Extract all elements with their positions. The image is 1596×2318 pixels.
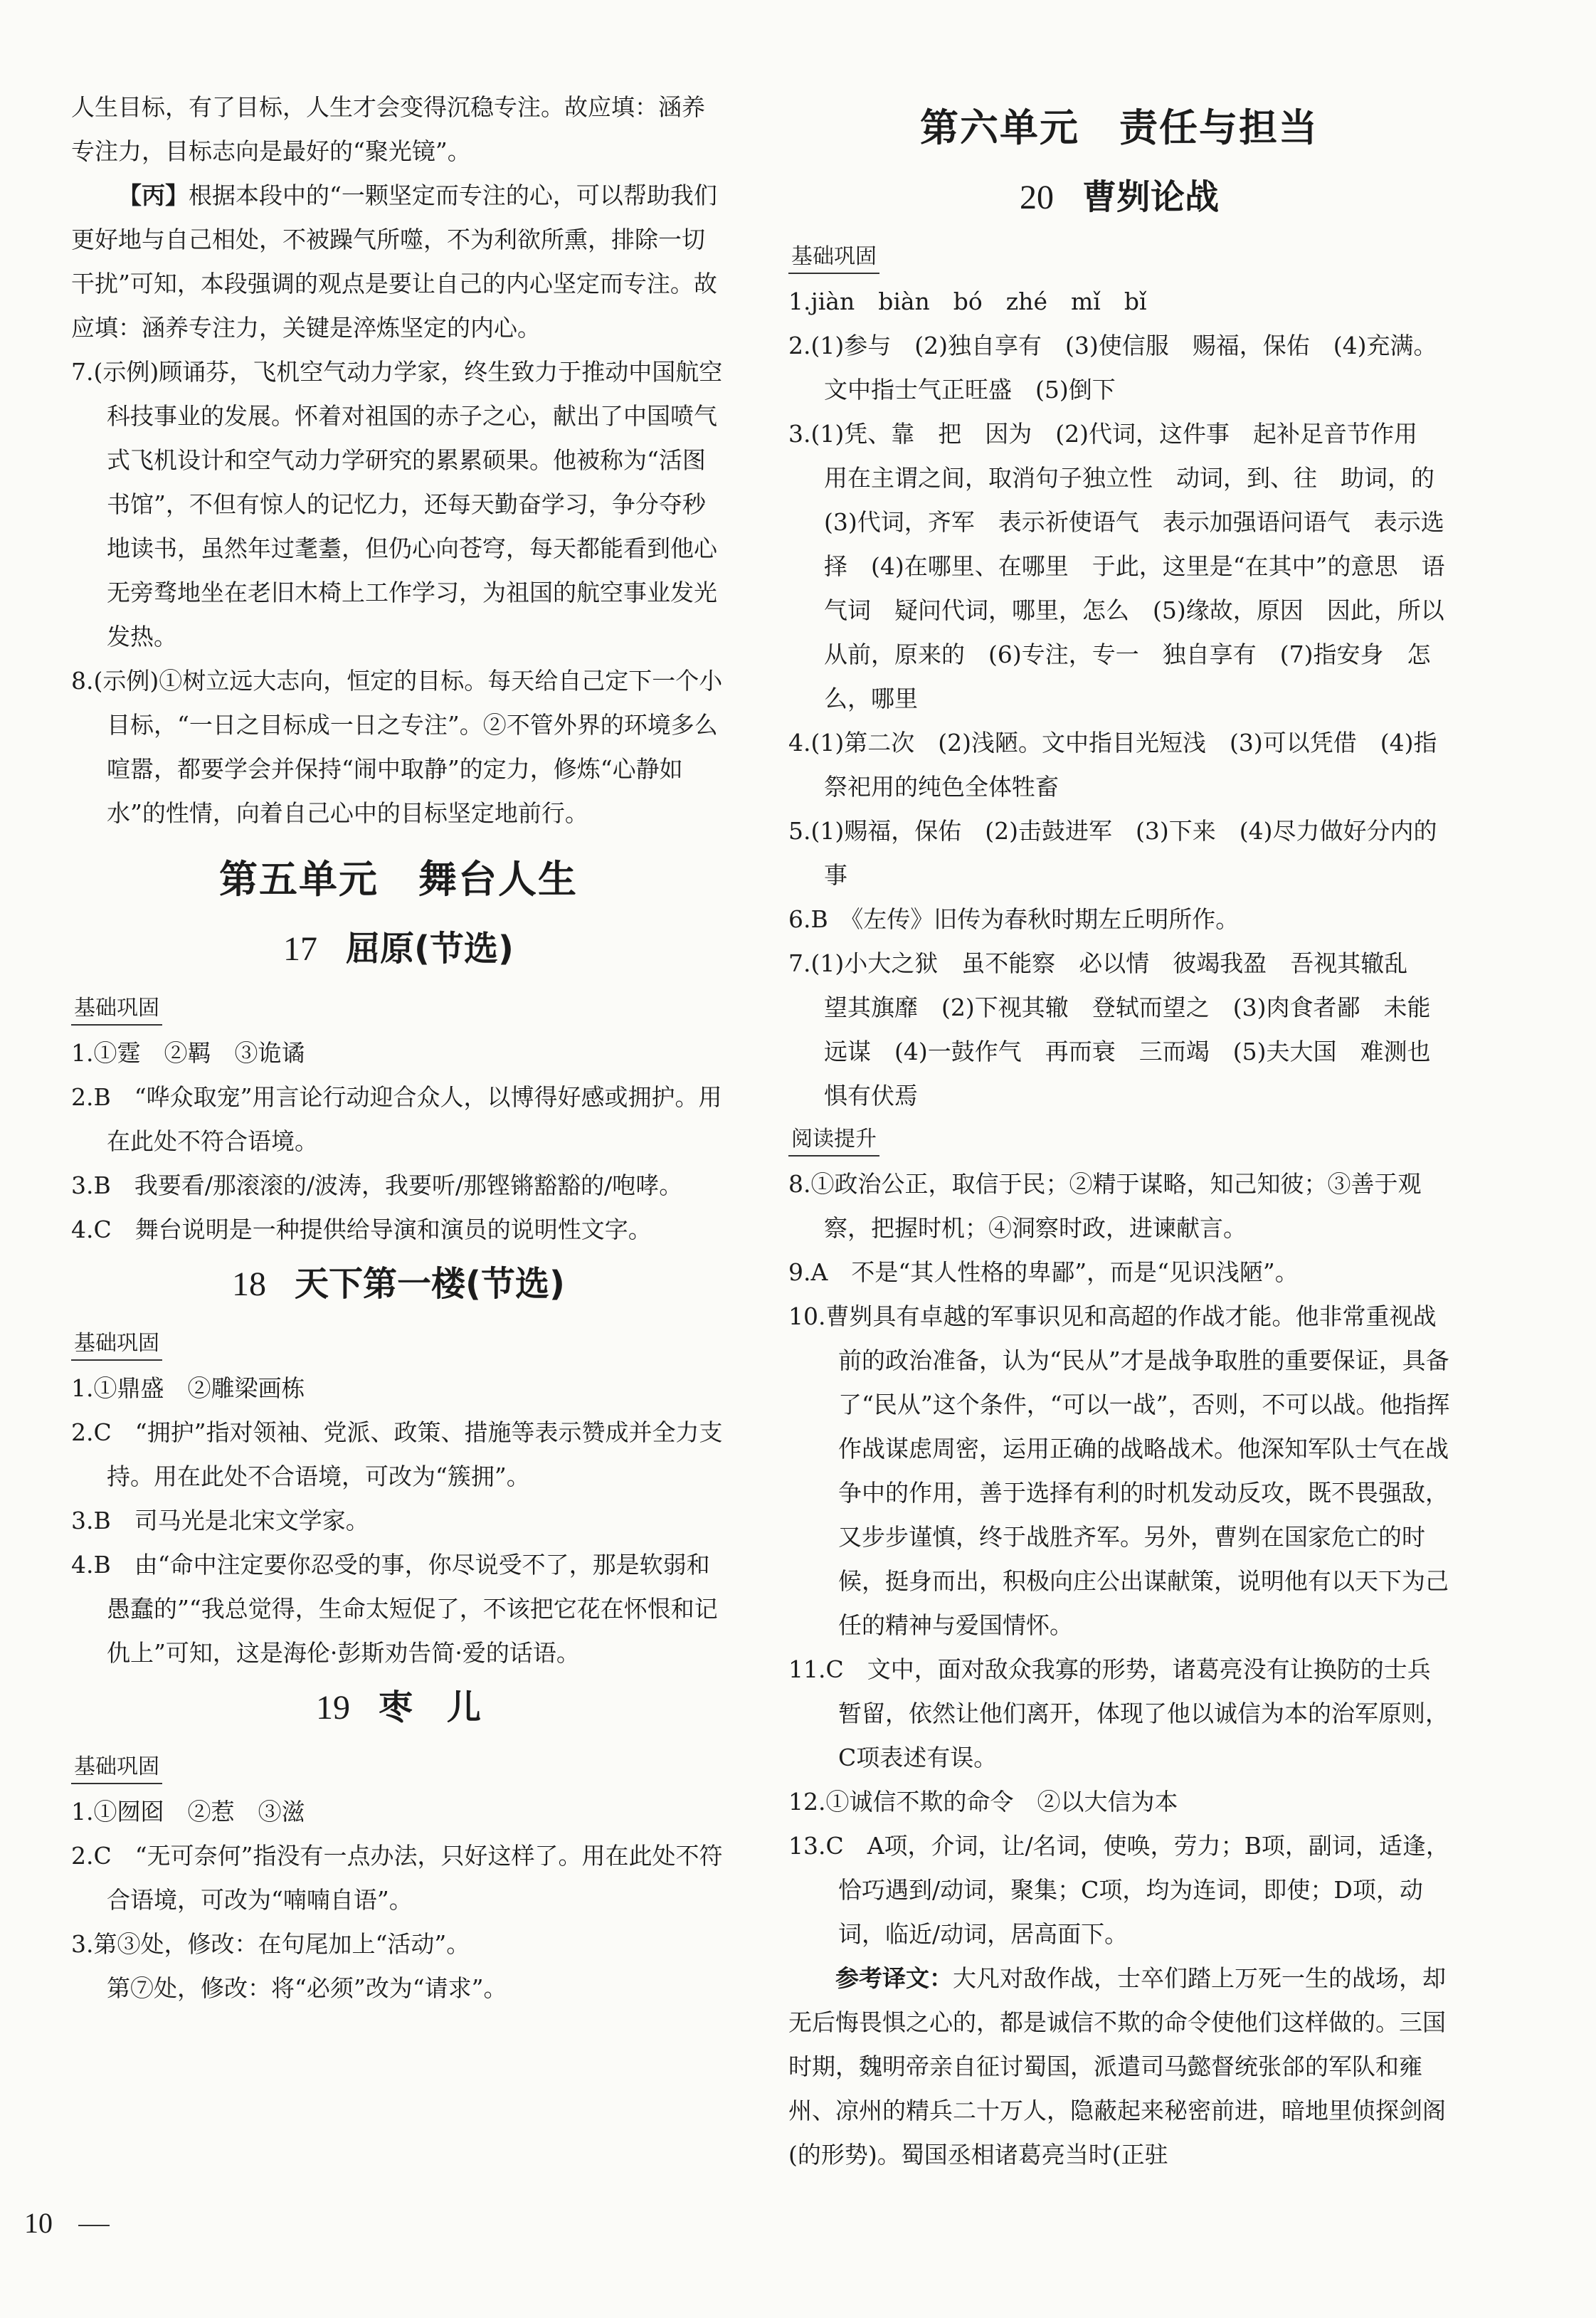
section-basic-label: 基础巩固 bbox=[71, 994, 162, 1026]
bing-paragraph bbox=[71, 174, 726, 350]
lesson-number: 20 bbox=[1019, 179, 1054, 216]
answer-item: 3.第③处，修改：在句尾加上“活动”。 bbox=[71, 1930, 470, 1958]
translation-text: 大凡对敌作战，士卒们踏上万死一生的战场，却无后悔畏惧之心的，都是诚信不欺的命令使他们这样做的。三国时期，魏明帝亲自征讨蜀国，派遣司马懿督统张郃的军队和雍州、凉州的精兵二十万人，隐蔽起来秘密前进，暗地里侦探剑阁(的形势)。蜀国丞相诸葛亮当时(正驻 bbox=[788, 1964, 1446, 2169]
page-number-rule bbox=[78, 2225, 110, 2226]
answer-item: 7.(1)小大之狱 虽不能察 必以情 彼竭我盈 吾视其辙乱 望其旗靡 (2)下视其辙 登轼而望之 (3)肉食者鄙 未能远谋 (4)一鼓作气 再而衰 三而竭 (5)夫大国 难测也 惧有伏焉 bbox=[788, 949, 1454, 1110]
answer-item: 4.B 由“命中注定要你忍受的事，你尽说受不了，那是软弱和愚蠢的”“我总觉得，生命太短促了，不该把它花在怀恨和记仇上”可知，这是海伦·彭斯劝告简·爱的话语。 bbox=[71, 1551, 718, 1667]
answer-item: 13.C A项，介词，让/名词，使唤，劳力；B项，副词，适逢，恰巧遇到/动词，聚集；C项，均为连词，即使；D项，动词，临近/动词，居高面下。 bbox=[788, 1832, 1449, 1948]
section-basic-label: 基础巩固 bbox=[71, 1329, 162, 1361]
answer-item: 9.A 不是“其人性格的卑鄙”，而是“见识浅陋”。 bbox=[788, 1258, 1299, 1286]
left-column bbox=[71, 85, 726, 2011]
translation-paragraph bbox=[788, 1956, 1450, 2177]
answer-item: 8.①政治公正，取信于民；②精于谋略，知己知彼；③善于观察，把握时机；④洞察时政，进谏献言。 bbox=[788, 1170, 1422, 1242]
translation-label: 参考译文： bbox=[835, 1964, 953, 1992]
unit-5-title: 第五单元 舞台人生 bbox=[219, 857, 578, 902]
lesson-19-heading bbox=[71, 1680, 726, 1736]
answer-item: 4.(1)第二次 (2)浅陋。文中指目光短浅 (3)可以凭借 (4)指祭祀用的纯色全体牲畜 bbox=[788, 729, 1437, 801]
answer-item: 12.①诚信不欺的命令 ②以大信为本 bbox=[788, 1788, 1178, 1816]
answer-item: 6.B 《左传》旧传为春秋时期左丘明所作。 bbox=[788, 905, 1240, 933]
answer-item: 2.C “无可奈何”指没有一点办法，只好这样了。用在此处不符合语境，可改为“喃喃自语”。 bbox=[71, 1842, 723, 1914]
lesson-number: 19 bbox=[315, 1689, 350, 1727]
answer-item: 2.C “拥护”指对领袖、党派、政策、措施等表示赞成并全力支持。用在此处不合语境，可改为“簇拥”。 bbox=[71, 1418, 723, 1490]
lesson-17-heading bbox=[71, 921, 726, 977]
page-number: 10 bbox=[24, 2207, 53, 2239]
answer-item: 第⑦处，修改：将“必须”改为“请求”。 bbox=[107, 1974, 507, 2002]
answer-item: 1.①霆 ②羁 ③诡谲 bbox=[71, 1039, 305, 1067]
answer-7: 7.(示例)顾诵芬，飞机空气动力学家，终生致力于推动中国航空科技事业的发展。怀着对祖国的赤子之心，献出了中国喷气式飞机设计和空气动力学研究的累累硕果。他被称为“活图书馆”，不但有惊人的记忆力，还每天勤奋学习，争分夺秒地读书，虽然年过耄耋，但仍心向苍穹，每天都能看到他心无旁骛地坐在老旧木椅上工作学习，为祖国的航空事业发光发热。 bbox=[71, 358, 723, 650]
lesson-title: 曹刿论战 bbox=[1082, 177, 1219, 217]
lesson-18-heading bbox=[71, 1256, 726, 1312]
answer-item: 3.B 我要看/那滚滚的/波涛，我要听/那铿锵豁豁的/咆哮。 bbox=[71, 1171, 683, 1199]
answer-item: 1.jiàn biàn bó zhé mǐ bǐ bbox=[788, 288, 1147, 315]
answer-item: 2.B “哗众取宠”用言论行动迎合众人，以博得好感或拥护。用在此处不符合语境。 bbox=[71, 1083, 722, 1155]
bing-text: 根据本段中的“一颗坚定而专注的心，可以帮助我们更好地与自己相处，不被躁气所噬，不为利欲所熏，排除一切干扰”可知，本段强调的观点是要让自己的内心坚定而专注。故应填：涵养专注力，关键是淬炼坚定的内心。 bbox=[71, 181, 717, 342]
lesson-20-heading bbox=[788, 169, 1450, 226]
section-basic-label: 基础巩固 bbox=[788, 243, 879, 274]
answer-item: 3.(1)凭、靠 把 因为 (2)代词，这件事 起补足音节作用 用在主谓之间，取消句子独立性 动词，到、往 助词，的 (3)代词，齐军 表示祈使语气 表示加强语问语气 表示选择 (4)在哪里、在哪里 于此，这里是“在其中”的意思 语气词 疑问代词，哪里，怎么 (5)缘故，原因 因此，所以 从前，原来的 (6)专注，专一 独自享有 (7)指安身 怎么，哪里 bbox=[788, 420, 1468, 712]
unit-6-title: 第六单元 责任与担当 bbox=[920, 105, 1318, 150]
answer-item: 1.①囫囵 ②惹 ③滋 bbox=[71, 1798, 305, 1826]
section-reading-label: 阅读提升 bbox=[788, 1125, 879, 1157]
lesson-title: 天下第一楼(节选) bbox=[295, 1264, 565, 1304]
lesson-title: 屈原(节选) bbox=[346, 929, 514, 969]
answer-item: 10.曹刿具有卓越的军事识见和高超的作战才能。他非常重视战前的政治准备，认为“民从”才是战争取胜的重要保证，具备了“民从”这个条件，“可以一战”，否则，不可以战。他指挥作战谋虑周密，运用正确的战略战术。他深知军队士气在战争中的作用，善于选择有利的时机发动反攻，既不畏强敌，又步步谨慎，终于战胜齐军。另外，曹刿在国家危亡的时候，挺身而出，积极向庄公出谋献策，说明他有以天下为己任的精神与爱国情怀。 bbox=[788, 1302, 1450, 1639]
answer-item: 11.C 文中，面对敌众我寡的形势，诸葛亮没有让换防的士兵暂留，依然让他们离开，体现了他以诚信为本的治军原则，C项表述有误。 bbox=[788, 1655, 1449, 1771]
intro-paragraph: 人生目标，有了目标，人生才会变得沉稳专注。故应填：涵养专注力，目标志向是最好的“聚光镜”。 bbox=[71, 93, 705, 165]
answer-item: 1.①鼎盛 ②雕梁画栋 bbox=[71, 1374, 305, 1402]
bing-label: 【丙】 bbox=[118, 181, 189, 209]
lesson-number: 18 bbox=[232, 1265, 267, 1303]
right-column bbox=[788, 85, 1468, 2177]
lesson-title: 枣 儿 bbox=[378, 1687, 481, 1727]
answer-item: 2.(1)参与 (2)独自享有 (3)使信服 赐福，保佑 (4)充满。文中指士气正旺盛 (5)倒下 bbox=[788, 332, 1437, 404]
answer-8: 8.(示例)①树立远大志向，恒定的目标。每天给自己定下一个小目标，“一日之目标成一日之专注”。②不管外界的环境多么喧嚣，都要学会并保持“闹中取静”的定力，修炼“心静如水”的性情，向着自己心中的目标坚定地前行。 bbox=[71, 667, 723, 827]
section-basic-label: 基础巩固 bbox=[71, 1753, 162, 1784]
answer-item: 4.C 舞台说明是一种提供给导演和演员的说明性文字。 bbox=[71, 1216, 652, 1243]
lesson-number: 17 bbox=[283, 930, 318, 968]
answer-item: 5.(1)赐福，保佑 (2)击鼓进军 (3)下来 (4)尽力做好分内的事 bbox=[788, 817, 1437, 889]
answer-item: 3.B 司马光是北宋文学家。 bbox=[71, 1507, 369, 1534]
